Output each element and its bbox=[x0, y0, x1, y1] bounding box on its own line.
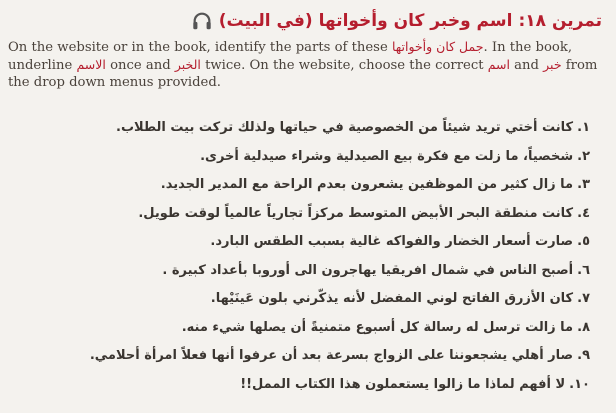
sentence-text: ما زال كثير من الموظفين يشعرون بعدم الراحة مع المدير الجديد. bbox=[160, 177, 574, 192]
instr-text: and bbox=[509, 58, 544, 73]
exercise-number: تمرين ١٨: bbox=[518, 11, 602, 31]
instr-text: once and bbox=[105, 58, 175, 73]
sentence-number: ٢. bbox=[577, 148, 590, 164]
sentence-item bbox=[60, 143, 590, 172]
sentence-number: ٣. bbox=[577, 177, 590, 192]
instr-arabic-term: خبر bbox=[543, 57, 562, 72]
sentence-number: ١٠. bbox=[569, 376, 590, 392]
instr-arabic-term: اسم bbox=[487, 57, 510, 72]
instr-text: from the drop down menus provided. bbox=[8, 58, 598, 90]
exercise-header bbox=[14, 6, 602, 36]
sentence-number: ٥. bbox=[577, 234, 590, 249]
instructions-paragraph bbox=[8, 38, 606, 91]
sentence-number: ٧. bbox=[577, 291, 590, 306]
sentence-item bbox=[60, 342, 590, 371]
sentence-text: كانت منطقة البحر الأبيض المتوسط مركزاً تجارياً عالمياً لوقت طويل. bbox=[138, 205, 574, 221]
sentence-text: أصبح الناس في شمال افريقيا يهاجرون الى أوروبا بأعداد كبيرة . bbox=[162, 262, 574, 278]
sentence-item bbox=[60, 200, 590, 229]
sentence-number: ٨. bbox=[577, 319, 590, 335]
sentence-number: ٩. bbox=[577, 348, 590, 363]
instr-arabic-term: الاسم bbox=[76, 57, 106, 72]
exercise-title bbox=[219, 11, 602, 31]
sentence-number: ١. bbox=[577, 120, 590, 135]
instr-text: On the website or in the book, identify the parts of these bbox=[8, 40, 392, 55]
sentence-text: صار أهلي يشجعوننا على الزواج بسرعة بعد أن عرفوا أنها فعلاً امرأة أحلامي. bbox=[89, 348, 574, 363]
sentence-item bbox=[60, 257, 590, 286]
sentence-text: صارت أسعار الخضار والفواكه غالية بسبب الطقس البارد. bbox=[210, 234, 574, 249]
sentence-text: ما زالت ترسل له رسالة كل أسبوع متمنيةً أن يصلها شيء منه. bbox=[181, 319, 574, 335]
sentence-text: لا أفهم لماذا ما زالوا يستعملون هذا الكتاب الممل!! bbox=[240, 376, 566, 392]
sentence-number: ٦. bbox=[577, 262, 590, 278]
instr-text: twice. On the website, choose the correct bbox=[200, 58, 488, 73]
instr-arabic-term: جمل كان وأخواتها bbox=[391, 39, 484, 54]
sentence-item bbox=[60, 371, 590, 400]
headphones-icon[interactable] bbox=[191, 10, 213, 32]
instr-arabic-term: الخبر bbox=[174, 57, 201, 72]
instr-text: . In the book, underline bbox=[8, 40, 573, 73]
sentence-item bbox=[60, 228, 590, 257]
sentence-text: كانت أختي تريد شيئاً من الخصوصية في حياتها ولذلك تركت بيت الطلاب. bbox=[116, 120, 574, 135]
exercise-heading: اسم وخبر كان وأخواتها (في البيت) bbox=[218, 11, 513, 31]
sentence-text: كان الأزرق الفاتح لوني المفضل لأنه يذكّرني بلون عَينَيْها. bbox=[210, 291, 574, 306]
sentence-number: ٤. bbox=[577, 205, 590, 221]
sentence-item bbox=[60, 285, 590, 314]
sentence-item bbox=[60, 171, 590, 200]
sentence-text: شخصياً، ما زلت مع فكرة بيع الصيدلية وشراء صيدلية أخرى. bbox=[200, 148, 574, 164]
sentence-item bbox=[60, 314, 590, 343]
sentence-item bbox=[60, 114, 590, 143]
sentence-list bbox=[60, 114, 590, 399]
